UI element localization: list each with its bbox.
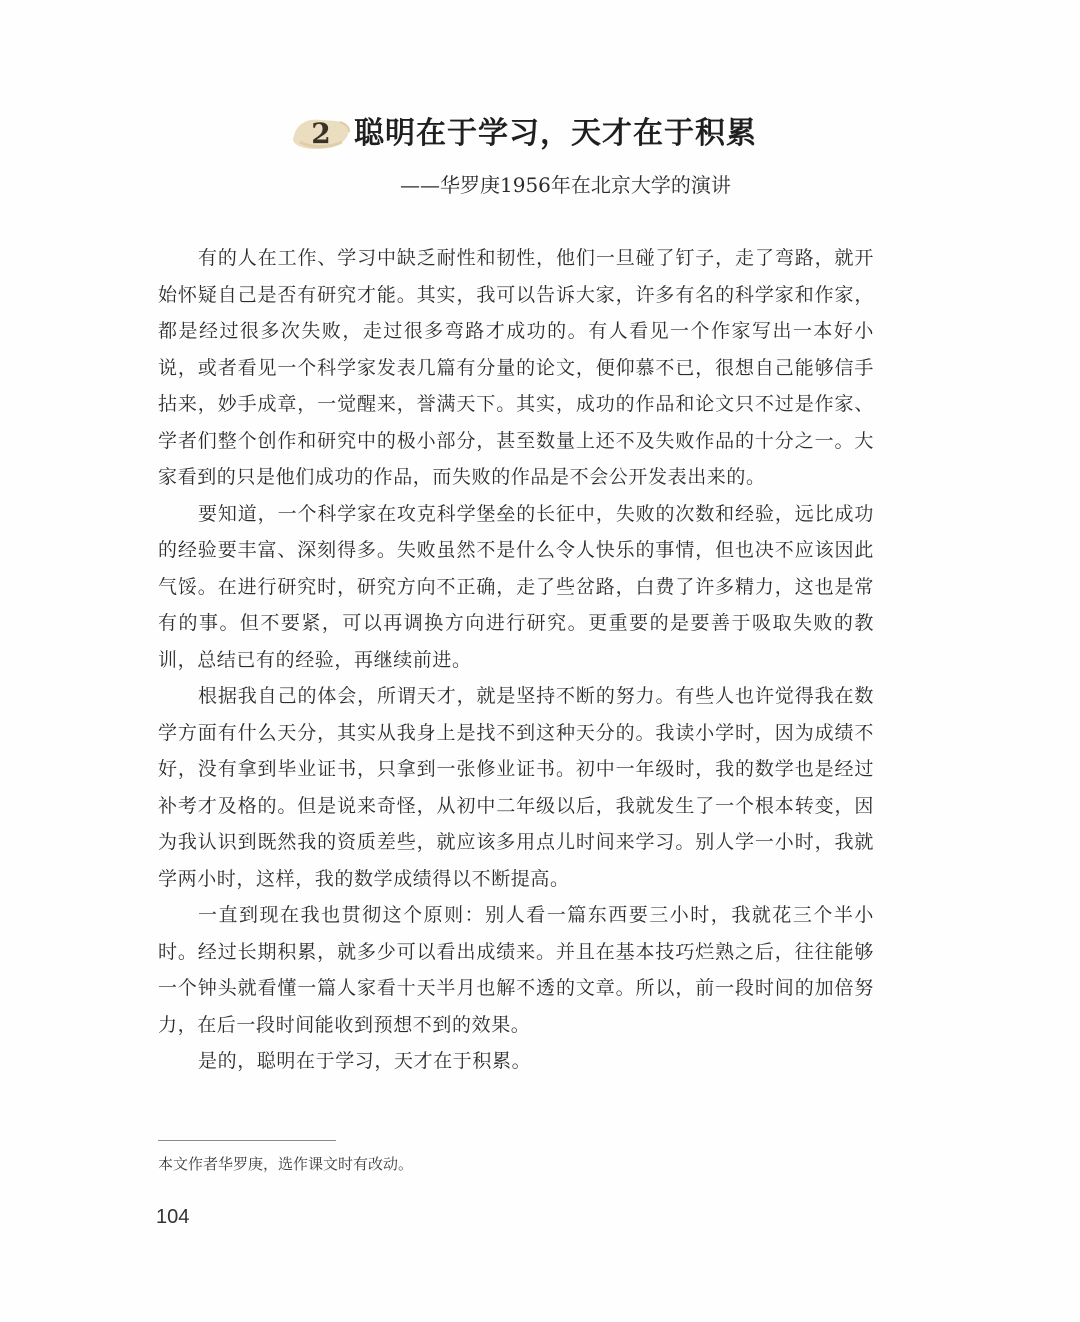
page-number: 104 [156, 1206, 190, 1228]
lesson-header [0, 108, 1080, 160]
paragraph: 根据我自己的体会，所谓天才，就是坚持不断的努力。有些人也许觉得我在数学方面有什么天分，其实从我身上是找不到这种天分的。我读小学时，因为成绩不好，没有拿到毕业证书，只拿到一张修业证书。初中一年级时，我的数学也是经过补考才及格的。但是说来奇怪，从初中二年级以后，我就发生了一个根本转变，因为我认识到既然我的资质差些，就应该多用点儿时间来学习。别人学一小时，我就学两小时，这样，我的数学成绩得以不断提高。 [158, 685, 874, 890]
lesson-number-badge [290, 112, 352, 156]
paragraph: 是的，聪明在于学习，天才在于积累。 [198, 1050, 532, 1072]
paragraph: 一直到现在我也贯彻这个原则：别人看一篇东西要三小时，我就花三个半小时。经过长期积累，就多少可以看出成绩来。并且在基本技巧烂熟之后，往往能够一个钟头就看懂一篇人家看十天半月也解不透的文章。所以，前一段时间的加倍努力，在后一段时间能收到预想不到的效果。 [158, 904, 874, 1036]
article-body [158, 240, 874, 1080]
lesson-title: 聪明在于学习，天才在于积累 [354, 116, 757, 151]
footnote-divider [158, 1140, 336, 1141]
paragraph: 要知道，一个科学家在攻克科学堡垒的长征中，失败的次数和经验，远比成功的经验要丰富、深刻得多。失败虽然不是什么令人快乐的事情，但也决不应该因此气馁。在进行研究时，研究方向不正确，走了些岔路，白费了许多精力，这也是常有的事。但不要紧，可以再调换方向进行研究。更重要的是要善于吸取失败的教训，总结已有的经验，再继续前进。 [158, 502, 874, 671]
paragraph: 有的人在工作、学习中缺乏耐性和韧性，他们一旦碰了钉子，走了弯路，就开始怀疑自己是否有研究才能。其实，我可以告诉大家，许多有名的科学家和作家，都是经过很多次失败，走过很多弯路才成功的。有人看见一个作家写出一本好小说，或者看见一个科学家发表几篇有分量的论文，便仰慕不已，很想自己能够信手拈来，妙手成章，一觉醒来，誉满天下。其实，成功的作品和论文只不过是作家、学者们整个创作和研究中的极小部分，甚至数量上还不及失败作品的十分之一。大家看到的只是他们成功的作品，而失败的作品是不会公开发表出来的。 [158, 247, 874, 488]
footnote: 本文作者华罗庚，选作课文时有改动。 [158, 1155, 414, 1173]
lesson-subtitle: ——华罗庚1956年在北京大学的演讲 [400, 173, 731, 197]
lesson-number: 2 [311, 117, 331, 150]
